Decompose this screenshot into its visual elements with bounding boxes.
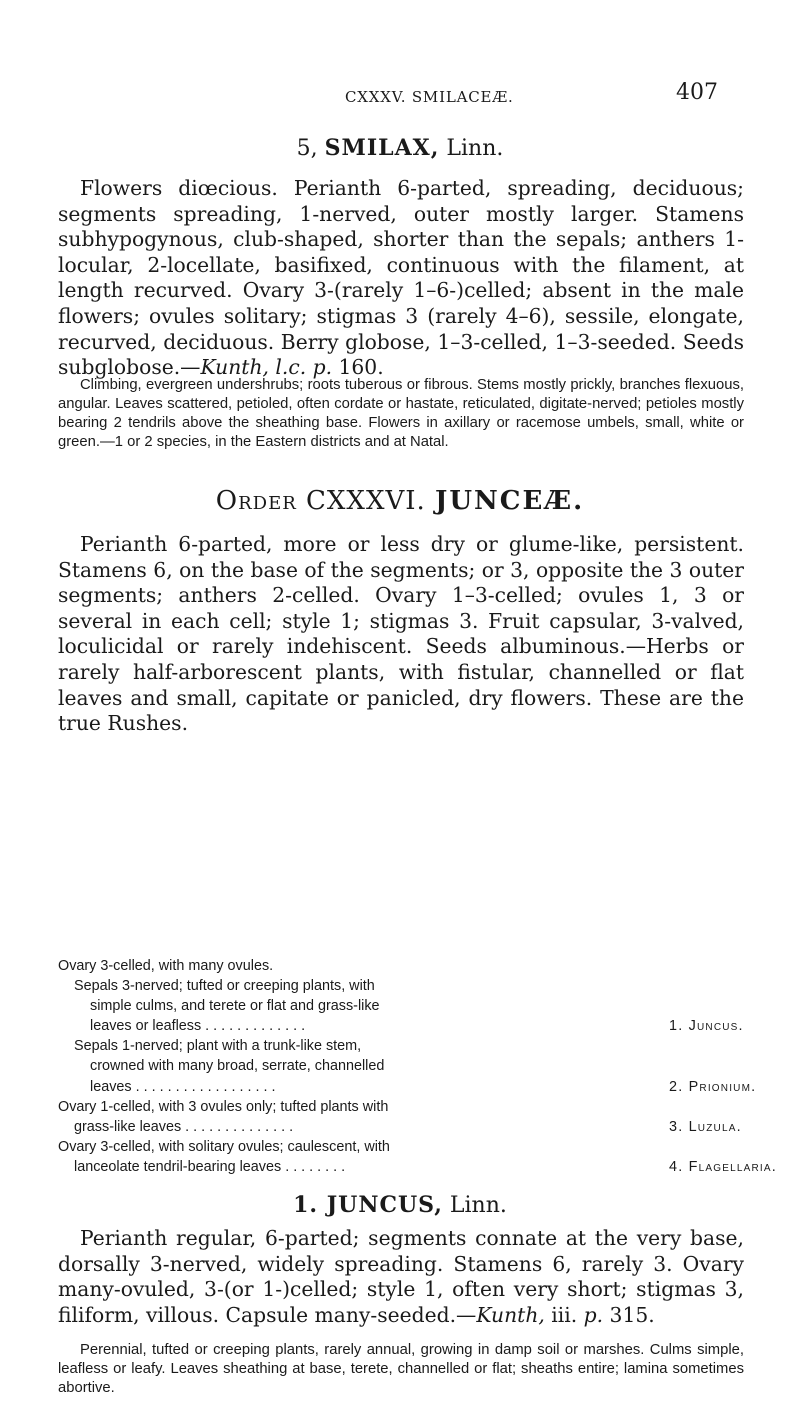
order-description: Perianth 6-parted, more or less dry or glume-like, persistent. Stamens 6, on the base of the segments; or 3, opposite the 3 outer segments; anthers 2-celled. Ovary 1–3-celled; ovules 1, 3 or several in each cell; style 1; stigmas 3. Fruit capsular, 3-valved, loculicidal or rarely indehiscent. Seeds albuminous.—Herbs or rarely half-arborescent plants, with fistular, channelled or flat leaves and small, capitate or panicled, dry flowers. These are the true Rushes. <box>58 532 744 736</box>
key-line <box>58 1119 758 1139</box>
order-name: JUNCEÆ. <box>435 486 585 516</box>
key-line <box>58 1099 758 1119</box>
smilax-heading-number: 5, <box>296 136 318 161</box>
order-number: CXXXVI. <box>306 486 426 516</box>
genera-key <box>58 958 777 1179</box>
juncus-description-ref-p: p. <box>577 1302 604 1327</box>
key-line <box>58 1158 777 1179</box>
smilax-description-text: Flowers diœcious. Perianth 6-parted, spreading, deciduous; segments spreading, 1-nerved, outer mostly larger. Stamens subhypogynous, club-shaped, shorter than the sepals; anthers 1-locular, 2-locellate, basifixed, continuous with the filament, at length recurved. Ovary 3-(rarely 1–6-)celled; absent in the male flowers; ovules solitary; stigmas 3 (rarely 4–6), sessile, elongate, recurved, deciduous. Berry globose, 1–3-celled, 1–3-seeded. Seeds subglobose.— <box>58 176 744 380</box>
juncus-description-reference: Kunth, <box>476 1302 545 1327</box>
key-line <box>58 1038 758 1058</box>
key-genus-ref: 3. Luzula. <box>669 1118 742 1135</box>
key-line-text: grass-like leaves . . . . . . . . . . . . . . <box>74 1118 294 1135</box>
key-line-text: lanceolate tendril-bearing leaves . . . . . . . . <box>74 1158 346 1175</box>
juncus-heading <box>0 1192 800 1218</box>
key-line-text: crowned with many broad, serrate, channelled <box>90 1058 385 1075</box>
key-line <box>58 1058 758 1078</box>
key-line-text: Sepals 1-nerved; plant with a trunk-like stem, <box>74 1038 362 1055</box>
smilax-heading-author: Linn. <box>446 136 504 161</box>
juncus-note: Perennial, tufted or creeping plants, rarely annual, growing in damp soil or marshes. Culms simple, leafless or leafy. Leaves sheathing at base, terete, channelled or flat; sheaths entire; lamina sometimes abortive. <box>58 1342 744 1396</box>
key-line <box>58 1018 758 1038</box>
key-line-text: Ovary 1-celled, with 3 ovules only; tufted plants with <box>58 1098 389 1115</box>
smilax-note: Climbing, evergreen undershrubs; roots tuberous or fibrous. Stems mostly prickly, branches flexuous, angular. Leaves scattered, petioled, often cordate or hastate, reticulated, digitate-nerved; petioles mostly bearing 2 tendrils above the sheathing base. Flowers in axillary or racemose umbels, small, white or green.—1 or 2 species, in the Eastern districts and at Natal. <box>58 377 744 450</box>
order-label: Order <box>215 486 297 516</box>
key-genus-ref: 1. Juncus. <box>669 1018 744 1035</box>
key-line <box>58 1139 758 1159</box>
key-genus-ref: 4. Flagellaria. <box>669 1158 777 1175</box>
key-line <box>58 998 758 1018</box>
order-heading <box>0 486 800 516</box>
key-line <box>58 958 758 978</box>
key-line-text: simple culms, and terete or flat and grass-like <box>90 998 380 1015</box>
smilax-description-reference: Kunth, l.c. p. <box>200 355 333 380</box>
juncus-heading-author: Linn. <box>449 1193 507 1218</box>
juncus-description-ref-page: 315. <box>603 1302 655 1327</box>
key-line-text: leaves or leafless . . . . . . . . . . . . . <box>90 1018 306 1035</box>
page-header <box>0 78 800 118</box>
key-line-text: Ovary 3-celled, with solitary ovules; caulescent, with <box>58 1138 390 1155</box>
key-line-text: Sepals 3-nerved; tufted or creeping plants, with <box>74 978 375 995</box>
page-number: 407 <box>676 80 718 105</box>
smilax-heading-name: SMILAX, <box>324 135 440 161</box>
key-line-text: Ovary 3-celled, with many ovules. <box>58 958 274 974</box>
key-line <box>58 1079 758 1099</box>
key-genus-ref: 2. Prionium. <box>669 1078 757 1095</box>
smilax-description <box>58 176 744 381</box>
juncus-description <box>58 1226 744 1328</box>
key-line <box>58 978 758 998</box>
key-line-text: leaves . . . . . . . . . . . . . . . . . . <box>90 1078 276 1095</box>
juncus-description-ref-vol: iii. <box>544 1302 578 1327</box>
smilax-description-ref-page: 160. <box>332 355 384 380</box>
running-head: CXXXV. SMILACEÆ. <box>345 88 514 106</box>
juncus-description-text: Perianth regular, 6-parted; segments connate at the very base, dorsally 3-nerved, widely spreading. Stamens 6, rarely 3. Ovary many-ovuled, 3-(or 1-)celled; style 1, often very short; stigmas 3, filiform, villous. Capsule many-seeded.— <box>58 1226 744 1327</box>
smilax-heading <box>0 135 800 161</box>
juncus-heading-name: 1. JUNCUS, <box>293 1192 443 1218</box>
